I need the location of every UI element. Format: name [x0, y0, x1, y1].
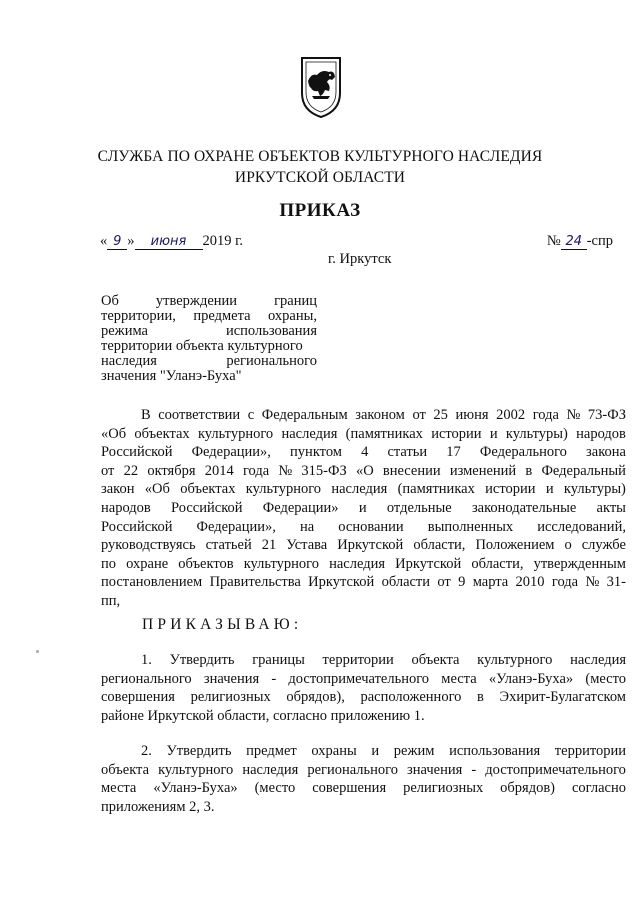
word: регионального — [307, 761, 398, 778]
paragraph-item-1 — [101, 651, 626, 725]
subject-line — [101, 354, 317, 369]
word: Российской — [101, 444, 173, 461]
word: предмет — [246, 743, 297, 759]
word: 2010 — [515, 574, 545, 591]
word: Федеральным — [261, 407, 348, 423]
date-open-quote: « — [100, 233, 108, 249]
word: статьей — [205, 537, 252, 554]
word: 21 — [261, 537, 277, 554]
word: - — [471, 761, 477, 778]
word: «Об — [144, 481, 170, 498]
paragraph-preamble — [101, 406, 626, 611]
word: службе — [581, 537, 626, 554]
subject-line — [101, 324, 317, 339]
text-line-last: районе Иркутской области, согласно приложению 1. — [101, 707, 425, 724]
word: Иркутской — [308, 574, 375, 591]
word: режима — [101, 323, 148, 339]
word: наследия — [242, 761, 299, 778]
word: области — [381, 574, 431, 591]
word: Федеральный — [541, 462, 626, 479]
word: (памятниках — [397, 481, 475, 498]
word: согласно — [571, 780, 626, 797]
word: режим — [393, 743, 435, 759]
word: использования — [449, 743, 541, 759]
text-line — [101, 406, 626, 425]
text-line — [101, 761, 626, 780]
word: соответствии — [158, 407, 241, 423]
text-line — [101, 443, 626, 462]
number-prefix: № — [546, 233, 561, 249]
word: совершения — [101, 689, 175, 706]
word: значения — [203, 670, 260, 687]
word: закона — [586, 444, 626, 461]
word: народов — [576, 425, 626, 442]
word: № — [566, 407, 581, 423]
word: наследия — [101, 353, 157, 369]
word: 25 — [433, 407, 448, 423]
word: от — [412, 407, 426, 423]
word: Иркутской — [337, 537, 404, 554]
word: Федерации», — [191, 444, 271, 461]
number-value: 24 — [561, 235, 587, 250]
word: наследия — [570, 652, 626, 668]
word: обрядов) — [500, 780, 556, 797]
word: Федерации» — [262, 499, 339, 516]
word: культурного — [197, 425, 274, 442]
word: обрядов), — [286, 689, 345, 706]
word: регионального — [226, 353, 317, 369]
subject-line — [101, 339, 317, 354]
word: исследований, — [537, 518, 626, 535]
word: религиозных — [403, 780, 484, 797]
word: народов — [101, 499, 151, 516]
text-line — [101, 688, 626, 707]
text-line — [101, 518, 626, 537]
word: основании — [338, 518, 404, 535]
text-line — [101, 499, 626, 518]
word: (место — [585, 670, 626, 687]
word: от — [101, 462, 115, 479]
word: культурного — [158, 761, 234, 778]
word: объектах — [134, 425, 190, 442]
text-line — [101, 480, 626, 499]
paragraph-item-2 — [101, 742, 626, 816]
subject-line — [101, 294, 317, 309]
word: территории, — [101, 308, 176, 324]
text-line — [101, 651, 626, 670]
word: и — [371, 743, 380, 759]
word: охраны, — [268, 308, 317, 324]
word: Утвердить — [166, 743, 232, 759]
word: предмета — [193, 308, 251, 324]
word: 2002 — [496, 407, 526, 423]
word: регионального — [101, 670, 192, 687]
word: № — [278, 462, 293, 479]
number-suffix: -спр — [586, 233, 613, 249]
word: истории — [431, 425, 482, 442]
word: 17 — [446, 444, 461, 461]
word: марта — [472, 574, 509, 591]
word: наследия — [281, 425, 338, 442]
text-line-last: пп, — [101, 592, 121, 609]
word: октября — [147, 462, 196, 479]
word: года — [551, 574, 579, 591]
word: июня — [455, 407, 489, 423]
word: культурного — [477, 652, 553, 668]
date-day: 9 — [107, 235, 127, 250]
word: в — [477, 689, 484, 706]
text-line — [101, 779, 626, 798]
word: от — [437, 574, 451, 591]
word: достопримечательного — [485, 761, 626, 778]
word: границы — [252, 652, 305, 668]
word: (памятниках — [345, 425, 423, 442]
word: утвержденным — [533, 555, 626, 572]
word: о — [564, 537, 572, 554]
city: г. Иркутск — [328, 251, 392, 267]
word: территории — [322, 652, 394, 668]
word: достопримечательного — [288, 670, 430, 687]
coat-of-arms-icon — [299, 55, 343, 119]
text-line — [101, 742, 626, 761]
word: охраны — [311, 743, 357, 759]
text-line — [101, 573, 626, 592]
word: в — [525, 462, 533, 479]
word: области, — [471, 555, 524, 572]
word: наследия — [329, 555, 386, 572]
word: использования — [225, 323, 317, 339]
order-date — [100, 233, 243, 250]
word: объектах — [180, 481, 236, 498]
word: «Уланэ-Буха» — [488, 670, 574, 687]
word: значения "Уланэ-Буха" — [101, 368, 242, 384]
word: границ — [274, 293, 317, 309]
word: 1. — [141, 652, 152, 668]
date-month: июня — [135, 235, 203, 250]
word: утверждении — [155, 293, 238, 309]
word: Правительства — [209, 574, 301, 591]
word: Об — [101, 293, 119, 309]
word: «О — [355, 462, 374, 479]
word: внесении — [382, 462, 441, 479]
word: территории объекта культурного — [101, 338, 303, 354]
word: года — [242, 462, 270, 479]
word: акты — [596, 499, 626, 516]
agency-name-line-2: ИРКУТСКОЙ ОБЛАСТИ — [234, 169, 406, 186]
word: 315-ФЗ — [301, 462, 347, 479]
word: значения — [407, 761, 463, 778]
agency-name-line-1: СЛУЖБА ПО ОХРАНЕ ОБЪЕКТОВ КУЛЬТУРНОГО НАСЛЕДИЯ — [97, 148, 543, 165]
word: Положением — [475, 537, 555, 554]
word: наследия — [331, 481, 388, 498]
word: места — [441, 670, 477, 687]
word: религиозных — [190, 689, 271, 706]
text-line — [101, 536, 626, 555]
word: Федерации», — [196, 518, 276, 535]
word: «Уланэ-Буха» — [153, 780, 238, 797]
word: Федерального — [479, 444, 567, 461]
word: Иркутской — [395, 555, 462, 572]
scan-speck — [36, 650, 39, 653]
subject-line — [101, 369, 317, 384]
word: 2014 — [204, 462, 234, 479]
word: «Об — [101, 425, 127, 442]
word: (место — [254, 780, 296, 797]
word: 9 — [458, 574, 466, 591]
word: объекта — [101, 761, 150, 778]
word: объекта — [411, 652, 460, 668]
order-word: ПРИКАЗЫВАЮ: — [142, 616, 303, 633]
text-line — [101, 462, 626, 481]
word: Российской — [101, 518, 173, 535]
word: истории — [485, 481, 536, 498]
agency-name — [0, 146, 640, 188]
word: Утвердить — [169, 652, 235, 668]
text-line — [101, 425, 626, 444]
word: законом — [355, 407, 405, 423]
word: Эхирит-Булагатском — [499, 689, 626, 706]
word: года — [532, 407, 559, 423]
word: № — [585, 574, 600, 591]
word: объектов — [178, 555, 234, 572]
document-title: ПРИКАЗ — [279, 200, 361, 221]
date-year: 2019 г. — [202, 233, 244, 249]
order-number — [547, 233, 613, 250]
word: территории — [554, 743, 626, 759]
word: руководствуясь — [101, 537, 196, 554]
date-close-quote: » — [127, 233, 135, 249]
word: закон — [101, 481, 135, 498]
word: - — [271, 670, 277, 687]
order-subject — [101, 294, 317, 384]
word: места — [101, 780, 137, 797]
word: изменений — [449, 462, 517, 479]
word: 4 — [361, 444, 369, 461]
text-line — [101, 670, 626, 689]
word: культурного — [243, 555, 319, 572]
word: статьи — [387, 444, 428, 461]
word: выполненных — [427, 518, 514, 535]
subject-line — [101, 309, 317, 324]
word: 31- — [606, 574, 626, 591]
word: совершения — [312, 780, 387, 797]
word: 22 — [123, 462, 139, 479]
word: отдельные — [386, 499, 452, 516]
word: Российской — [171, 499, 243, 516]
word: и — [358, 499, 367, 516]
word: Устава — [286, 537, 328, 554]
word: культурного — [245, 481, 322, 498]
word: и — [489, 425, 498, 442]
word: постановлением — [101, 574, 203, 591]
word: расположенного — [360, 689, 462, 706]
word: культуры) — [505, 425, 568, 442]
word: на — [299, 518, 315, 535]
word: 2. — [141, 743, 152, 759]
word: охране — [126, 555, 169, 572]
word: 73-ФЗ — [587, 407, 626, 423]
word: пунктом — [290, 444, 342, 461]
word: законодательные — [471, 499, 577, 516]
word: В — [141, 407, 151, 423]
word: культуры) — [563, 481, 626, 498]
word: с — [247, 407, 255, 423]
text-line — [101, 555, 626, 574]
word: по — [101, 555, 117, 572]
word: области, — [413, 537, 466, 554]
word: и — [545, 481, 554, 498]
text-line-last: приложениям 2, 3. — [101, 798, 215, 815]
